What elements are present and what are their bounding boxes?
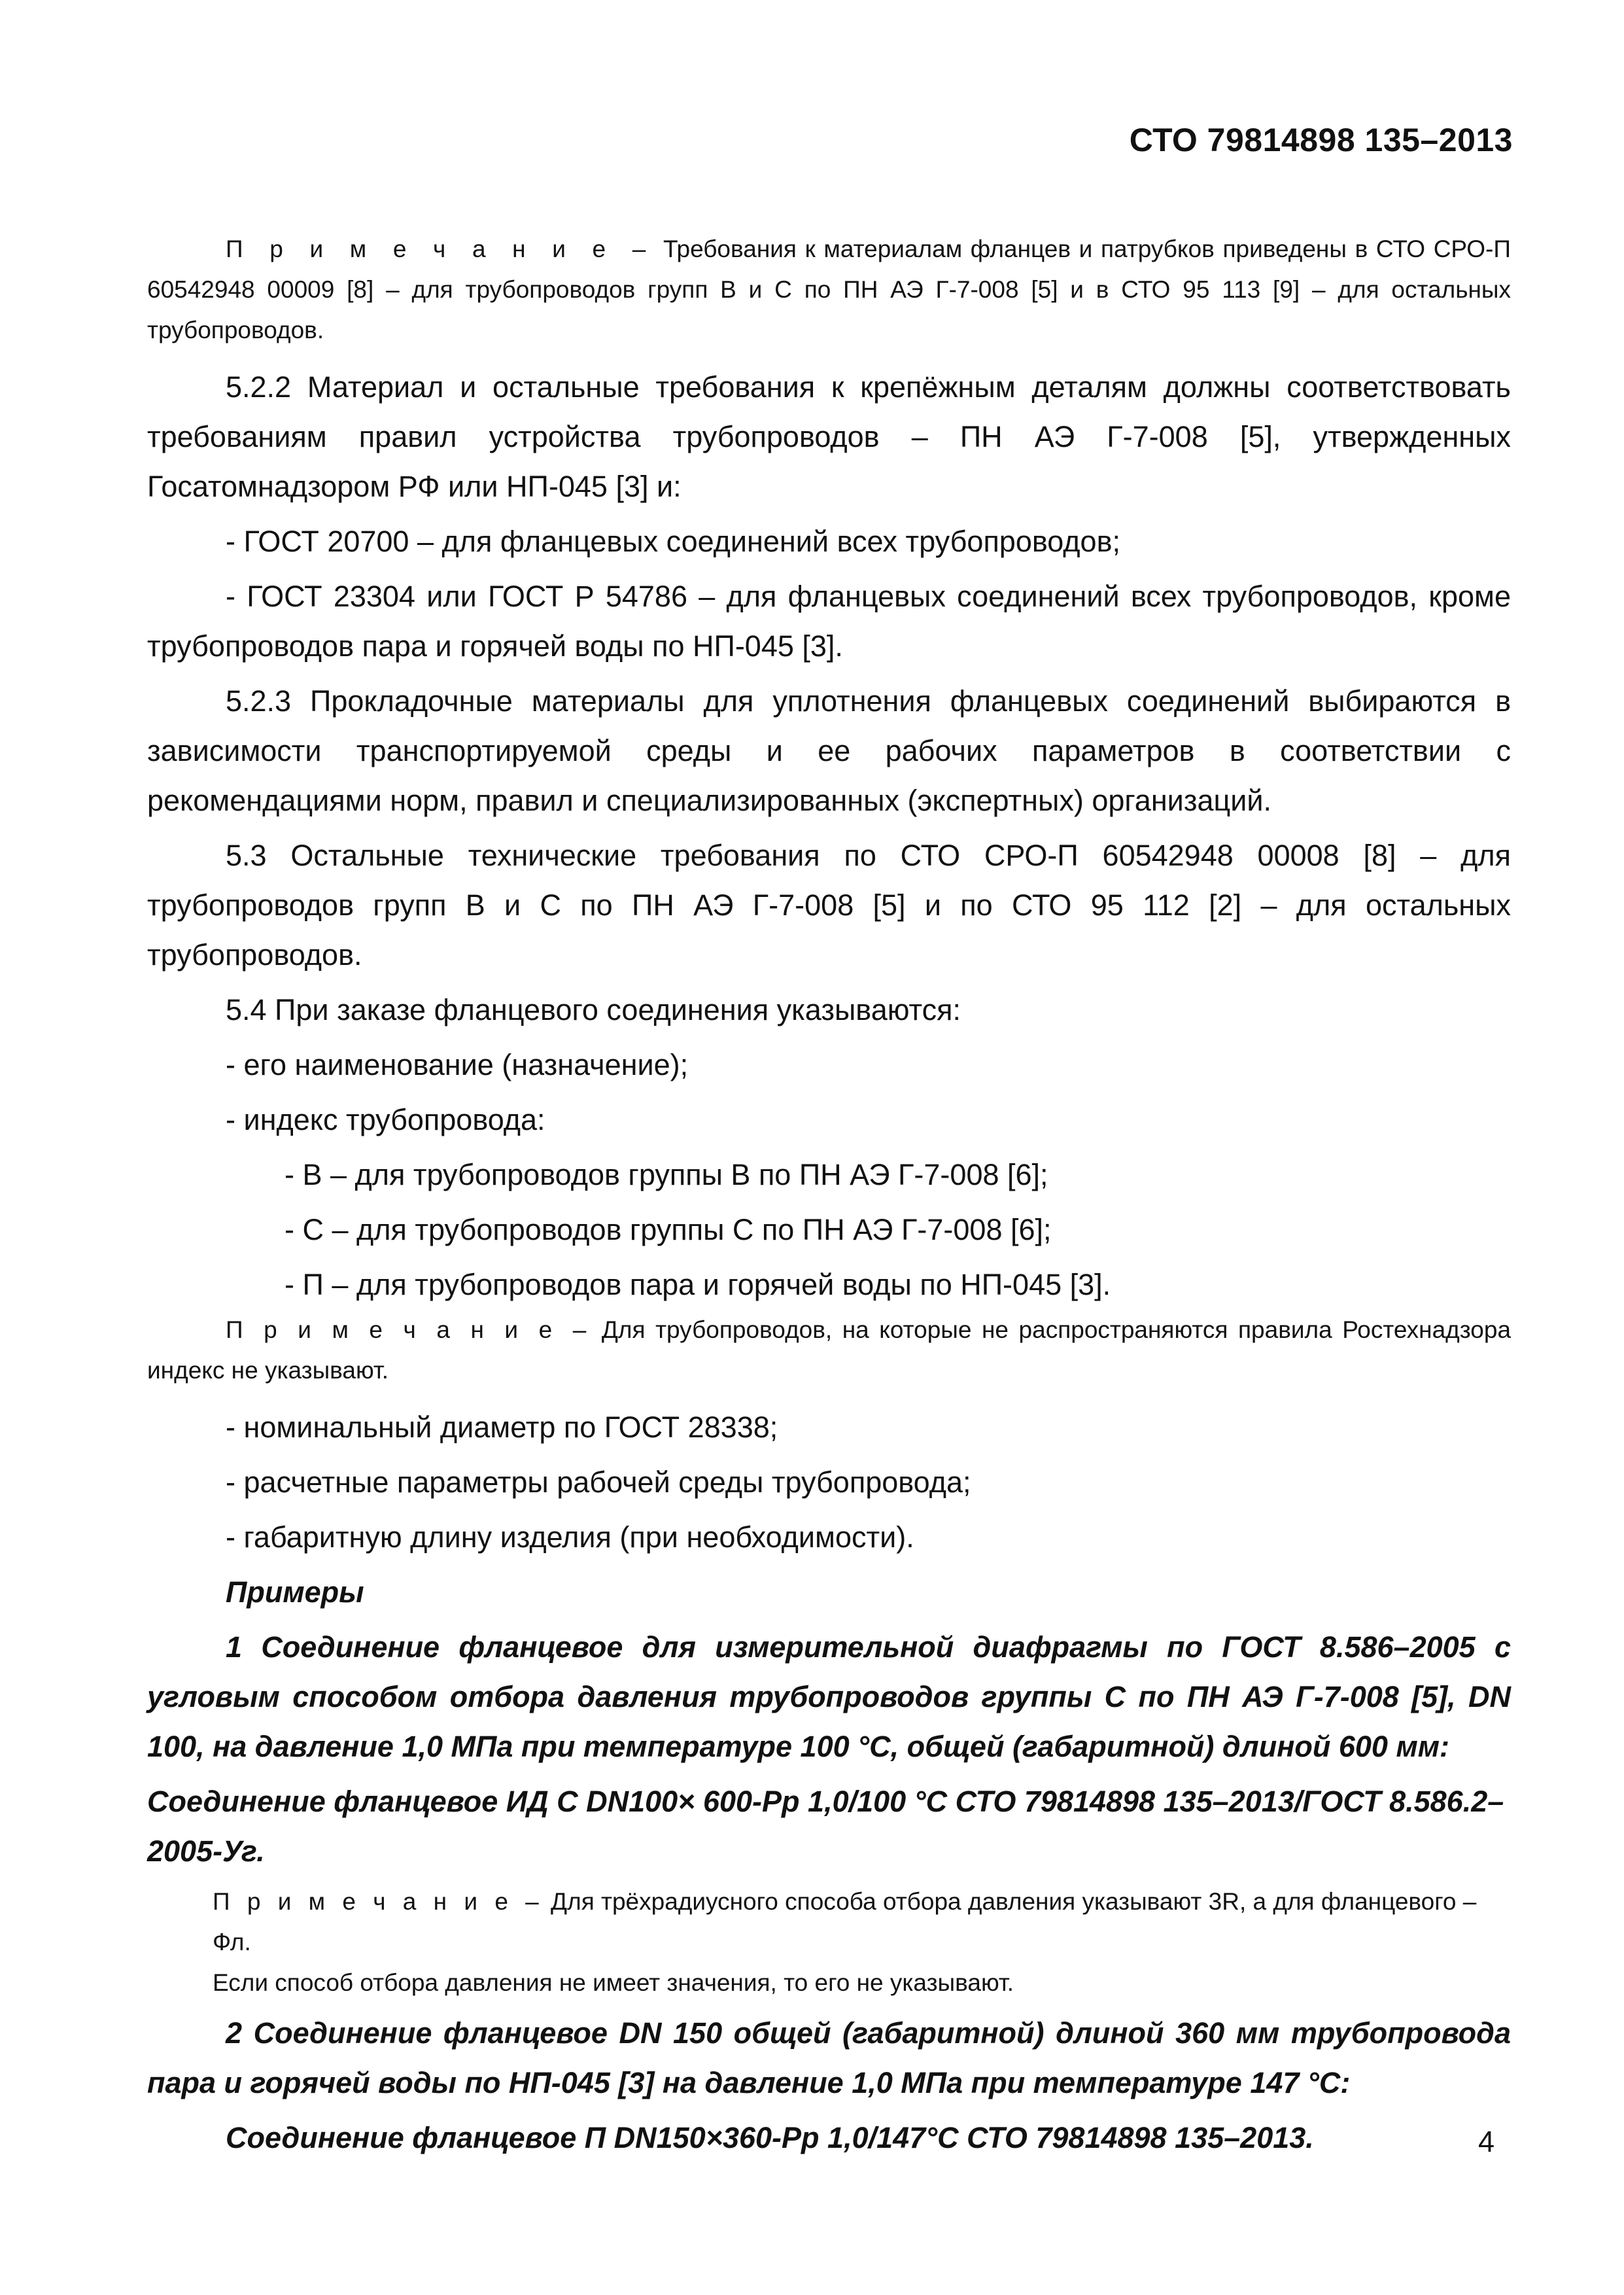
index-item-v: - В – для трубопроводов группы В по ПН АЭ Г-7-008 [6]; xyxy=(285,1158,1048,1191)
example-1-code: Соединение фланцевое ИД С DN100× 600-Рр 1,0/100 °С СТО 79814898 135–2013/ГОСТ 8.586.2–2005-Уг. xyxy=(147,1785,1504,1868)
list-item: - ГОСТ 23304 или ГОСТ Р 54786 – для фланцевых соединений всех трубопроводов, кроме трубопроводов пара и горячей воды по НП-045 [3]. xyxy=(147,580,1511,663)
clause-5-3: 5.3 Остальные технические требования по СТО СРО-П 60542948 00008 [8] – для трубопроводов групп В и С по ПН АЭ Г-7-008 [5] и по СТО 95 112 [2] – для остальных трубопроводов. xyxy=(147,839,1511,972)
note-index xyxy=(147,1310,1511,1391)
clause-5-4: 5.4 При заказе фланцевого соединения указываются: xyxy=(226,993,961,1026)
list-item: - ГОСТ 20700 – для фланцевых соединений всех трубопроводов; xyxy=(226,525,1120,558)
index-item-s: - С – для трубопроводов группы С по ПН АЭ Г-7-008 [6]; xyxy=(285,1213,1052,1246)
note-label: П р и м е ч а н и е – xyxy=(213,1888,544,1915)
list-item: - индекс трубопровода: xyxy=(226,1103,545,1136)
clause-5-2-3: 5.2.3 Прокладочные материалы для уплотнения фланцевых соединений выбираются в зависимости транспортируемой среды и ее рабочих параметров в соответствии с рекомендациями норм, правил и специализированных (экспертных) организаций. xyxy=(147,684,1511,817)
note-label: П р и м е ч а н и е – xyxy=(226,236,655,262)
example-2-text: 2 Соединение фланцевое DN 150 общей (габаритной) длиной 360 мм трубопровода пара и горячей воды по НП-045 [3] на давление 1,0 МПа при температуре 147 °С: xyxy=(147,2016,1511,2099)
note-sampling xyxy=(147,1882,1511,1963)
document-code: СТО 79814898 135–2013 xyxy=(1129,122,1513,158)
note-sampling-line2: Если способ отбора давления не имеет значения, то его не указывают. xyxy=(213,1969,1014,1996)
example-2-code: Соединение фланцевое П DN150×360-Рр 1,0/147°С СТО 79814898 135–2013. xyxy=(226,2121,1314,2154)
example-1-text: 1 Соединение фланцевое для измерительной диафрагмы по ГОСТ 8.586–2005 с угловым способом отбора давления трубопроводов группы С по ПН АЭ Г-7-008 [5], DN 100, на давление 1,0 МПа при температуре 100 °С, общей (габаритной) длиной 600 мм: xyxy=(147,1630,1511,1763)
page-content xyxy=(147,229,1511,2163)
list-item: - номинальный диаметр по ГОСТ 28338; xyxy=(226,1410,778,1444)
note-text: Для трёхрадиусного способа отбора давления указывают 3R, а для фланцевого –Фл. xyxy=(213,1888,1477,1955)
note-text: Требования к материалам фланцев и патрубков приведены в СТО СРО-П 60542948 00009 [8] – для трубопроводов групп В и С по ПН АЭ Г-7-008 [5] и в СТО 95 113 [9] – для остальных трубопроводов. xyxy=(147,236,1511,343)
list-item: - габаритную длину изделия (при необходимости). xyxy=(226,1520,914,1554)
note-materials xyxy=(147,229,1511,351)
clause-5-2-2: 5.2.2 Материал и остальные требования к крепёжным деталям должны соответствовать требованиям правил устройства трубопроводов – ПН АЭ Г-7-008 [5], утвержденных Госатомнадзором РФ или НП-045 [3] и: xyxy=(147,370,1511,503)
examples-heading: Примеры xyxy=(226,1575,364,1609)
list-item: - расчетные параметры рабочей среды трубопровода; xyxy=(226,1465,971,1499)
list-item: - его наименование (назначение); xyxy=(226,1048,689,1081)
note-label: П р и м е ч а н и е – xyxy=(226,1316,592,1343)
index-item-p: - П – для трубопроводов пара и горячей воды по НП-045 [3]. xyxy=(285,1268,1111,1301)
page-number: 4 xyxy=(1477,2125,1494,2158)
note-text: Для трубопроводов, на которые не распространяются правила Ростехнадзора индекс не указывают. xyxy=(147,1316,1512,1384)
